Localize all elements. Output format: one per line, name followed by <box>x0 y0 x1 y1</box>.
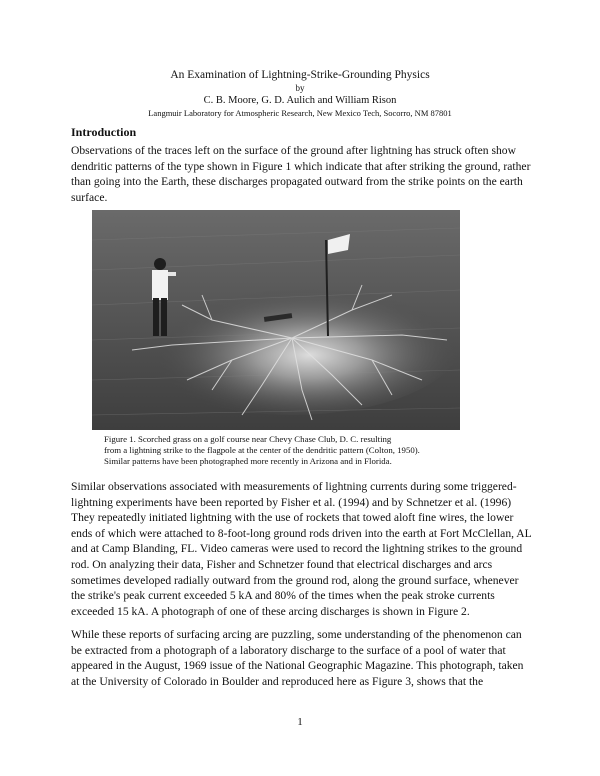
paragraph-3: While these reports of surfacing arcing are puzzling, some understanding of the phenomenon can be extracted from a photograph of a laboratory discharge to the surface of a pool of water that appeared in the August, 1969 issue of the National Geographic Magazine. This photograph, taken at the University of Colorado in Boulder and reproduced here as Figure 3, shows that the <box>71 628 524 688</box>
paper-authors: C. B. Moore, G. D. Aulich and William Rison <box>203 95 397 106</box>
byline-by: by <box>295 83 305 93</box>
paper-affiliation: Langmuir Laboratory for Atmospheric Research, New Mexico Tech, Socorro, NM 87801 <box>148 108 452 118</box>
caption-line: Figure 1. Scorched grass on a golf course near Chevy Chase Club, D. C. resulting <box>104 434 392 444</box>
caption-line: from a lightning strike to the flagpole at the center of the dendritic pattern (Colton, 1950). <box>104 445 420 456</box>
caption-line: Similar patterns have been photographed more recently in Arizona and in Florida. <box>104 456 392 467</box>
figure-1-photo <box>92 210 460 430</box>
figure-1-caption <box>104 434 504 468</box>
section-heading-introduction: Introduction <box>71 125 137 139</box>
paper-title: An Examination of Lightning-Strike-Grounding Physics <box>170 69 430 81</box>
page-number: 1 <box>297 716 303 728</box>
paragraph-1: Observations of the traces left on the surface of the ground after lightning has struck often show dendritic patterns of the type shown in Figure 1 which indicate that after striking the ground, rather than going into the Earth, these discharges propagated outward from the strike points on the earth surface. <box>71 144 531 204</box>
paragraph-2: Similar observations associated with measurements of lightning currents during some triggered-lightning experiments have been reported by Fisher et al. (1994) and by Schnetzer et al. (1996) They repeatedly initiated lightning with the use of rockets that towed aloft fine wires, the lower ends of which were attached to 8-foot-long ground rods driven into the earth at Fort McClellan, AL and at Camp Blanding, FL. Video cameras were used to record the lightning strikes to the ground rod. On analyzing their data, Fisher and Schnetzer found that electrical discharges and arcs sometimes developed radially outward from the ground rod, along the ground surface, whenever the strike's peak current exceeded 5 kA and 80% of the times when the peak stroke currents exceeded 15 kA. A photograph of one of these arcing discharges is shown in Figure 2. <box>71 480 532 618</box>
lightning-scorch-photo <box>92 210 460 430</box>
